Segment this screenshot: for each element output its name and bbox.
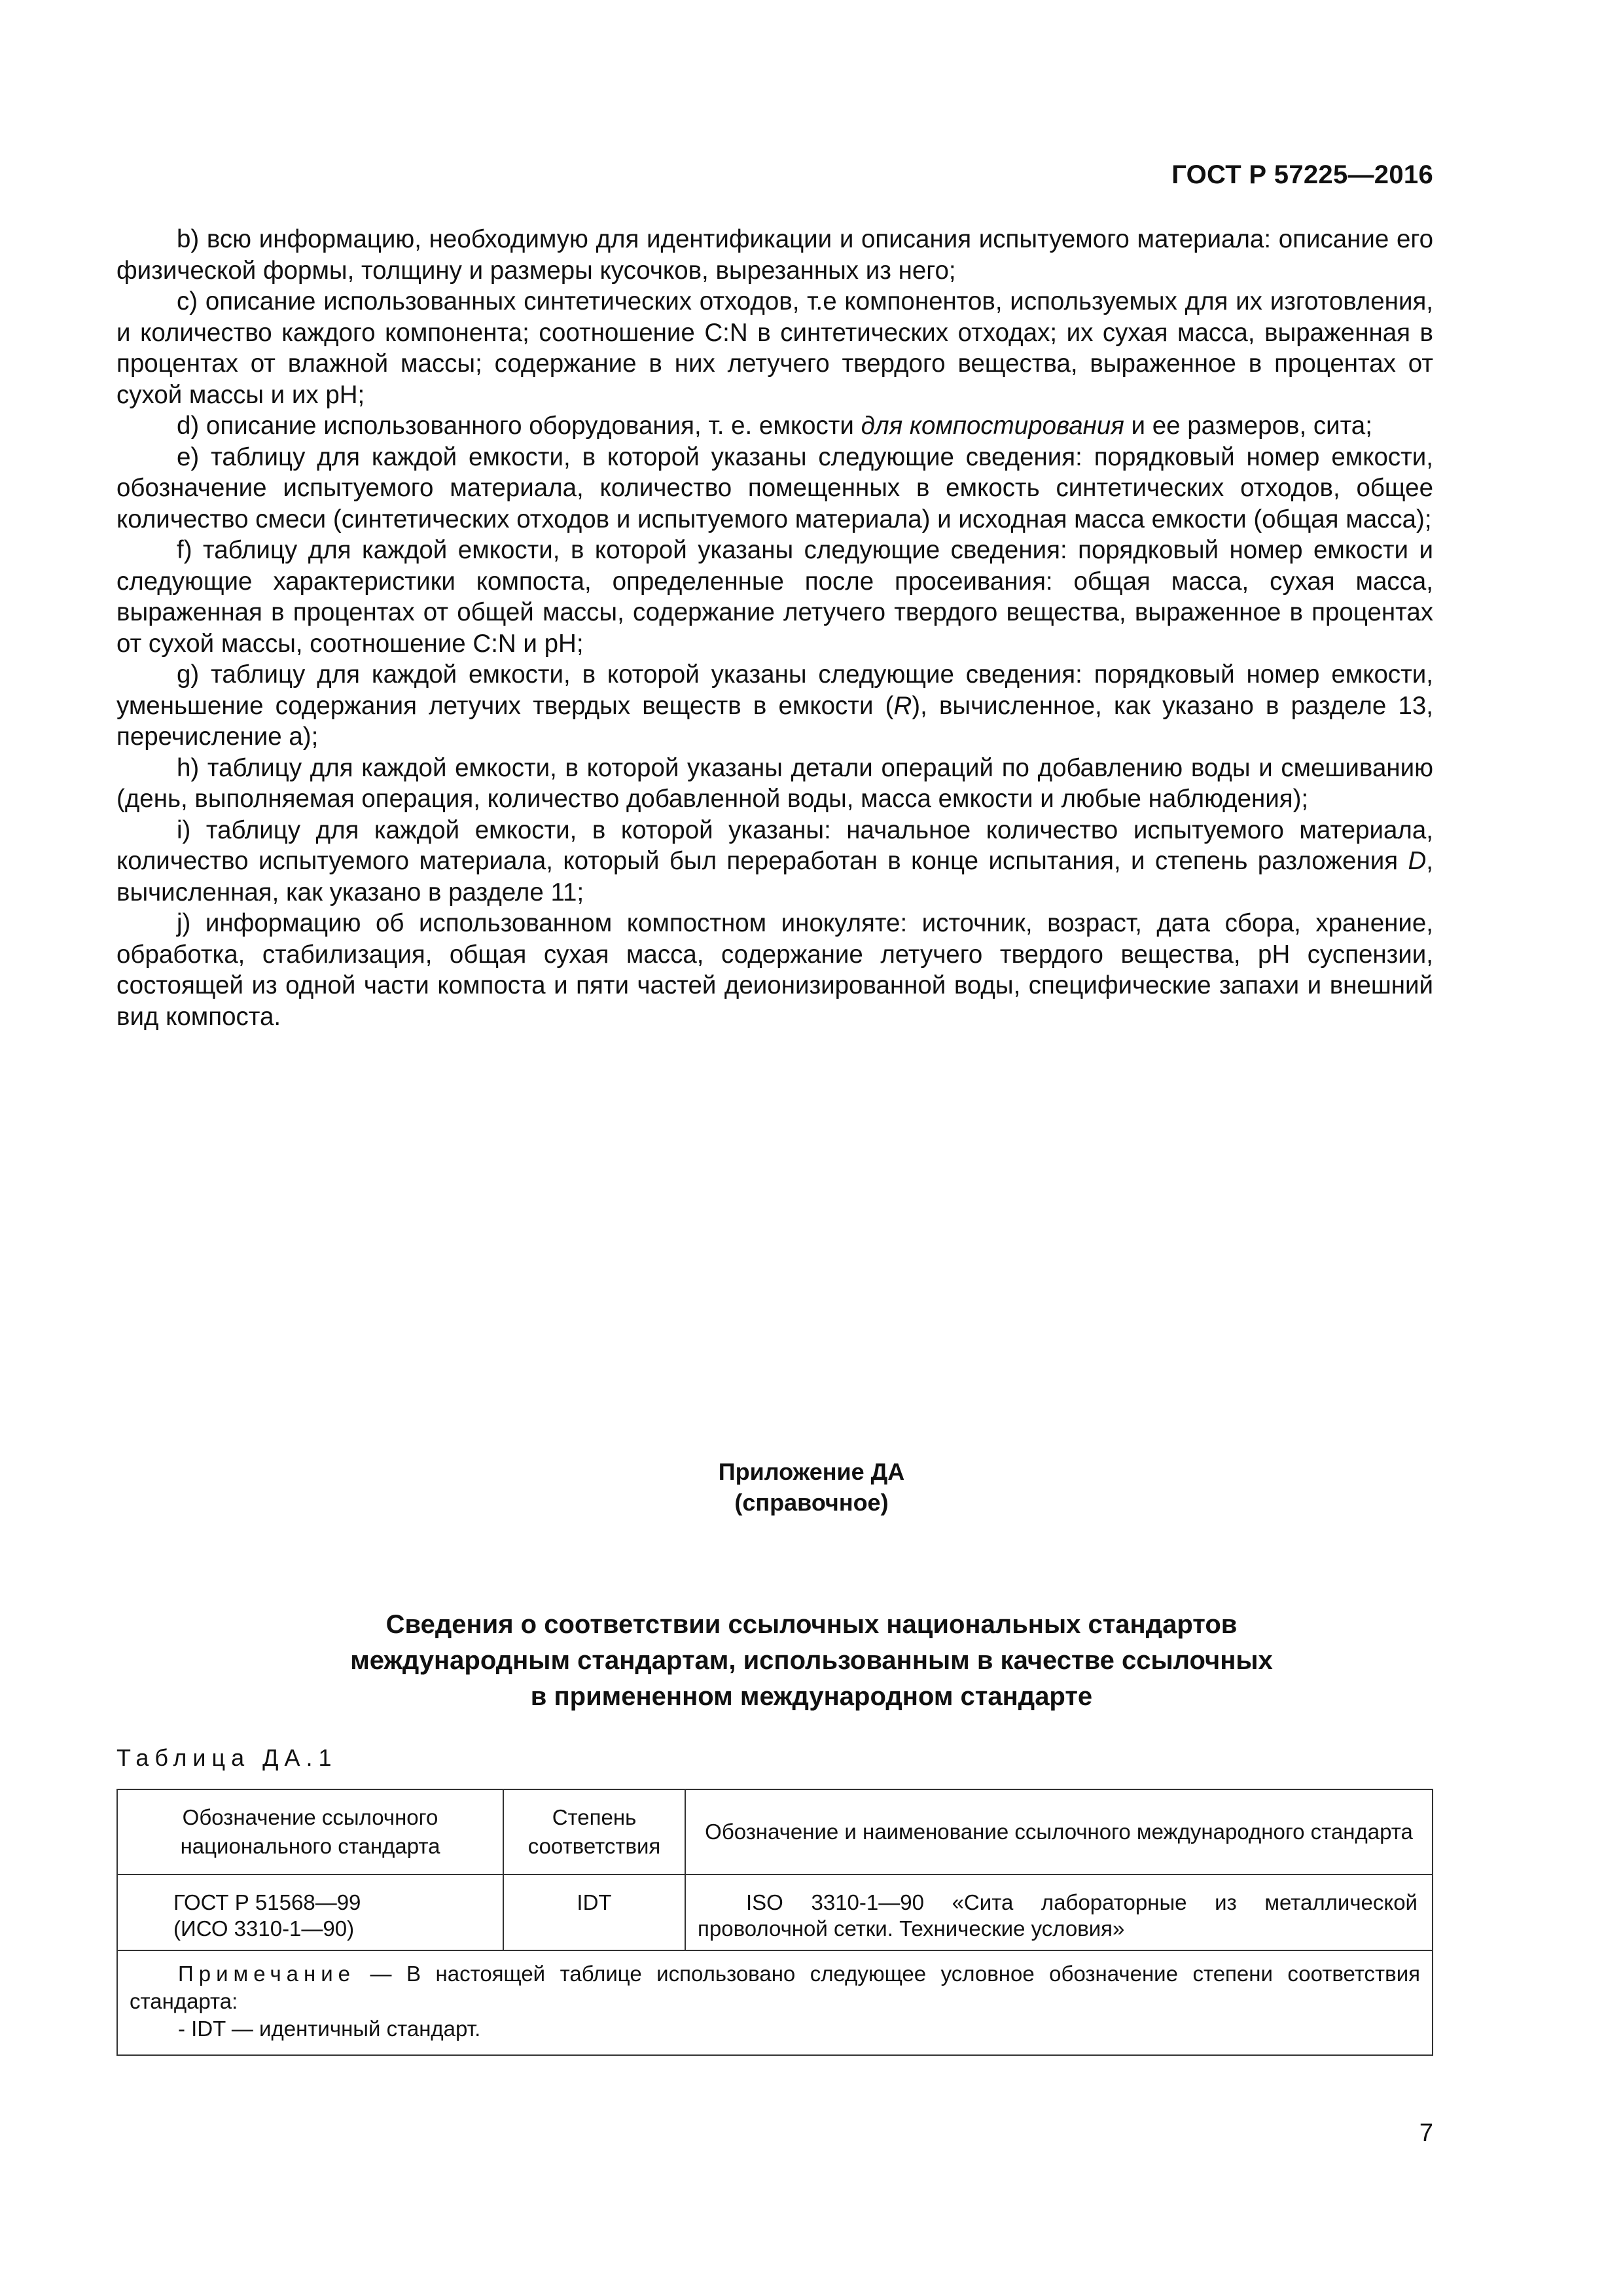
list-item: b) всю информацию, необходимую для идентификации и описания испытуемого материала: описание его физической формы, толщину и размеры кусочков, вырезанных из него; — [116, 225, 1433, 285]
table-note-row — [117, 1950, 1433, 2055]
header-degree: Степень соответствия — [503, 1789, 685, 1874]
header-international-standard: Обозначение и наименование ссылочного международного стандарта — [685, 1789, 1433, 1874]
annex-kind: (справочное) — [734, 1489, 889, 1516]
standards-table — [116, 1789, 1433, 2056]
document-code: ГОСТ Р 57225—2016 — [1171, 160, 1433, 189]
list-item: c) описание использованных синтетических отходов, т.е компонентов, используемых для их изготовления, и количество каждого компонента; соотношение C:N в синтетических отходах; их сухая масса, выраженная в процентах от влажной массы; содержание в них летучего твердого вещества, выраженное в процентах от сухой массы и их pH; — [116, 287, 1433, 409]
national-standard-cell: ГОСТ Р 51568—99 (ИСО 3310-1—90) — [117, 1874, 503, 1950]
list-item: e) таблицу для каждой емкости, в которой указаны следующие сведения: порядковый номер емкости, обозначение испытуемого материала, количество помещенных в емкость синтетических отходов, общее количество смеси (синтетических отходов и испытуемого материала) и исходная масса емкости (общая масса); — [116, 442, 1433, 533]
page-number: 7 — [1419, 2119, 1433, 2147]
report-contents-list — [116, 224, 1433, 1032]
list-item: g) таблицу для каждой емкости, в которой указаны следующие сведения: порядковый номер емкости, уменьшение содержания летучих твердых веществ в емкости (R), вычисленное, как указано в разделе 13, перечисление a); — [116, 660, 1433, 751]
list-item: f) таблицу для каждой емкости, в которой указаны следующие сведения: порядковый номер емкости и следующие характеристики компоста, определенные после просеивания: общая масса, сухая масса, выраженная в процентах от общей массы, содержание летучего твердого вещества, выраженное в процентах от сухой массы, соотношение C:N и pH; — [116, 536, 1433, 658]
note-label: Примечание — [178, 1962, 356, 1986]
table-note: Примечание — В настоящей таблице использовано следующее условное обозначение степени соответствия стандарта: - IDT — идентичный стандарт. — [117, 1950, 1433, 2055]
note-item: - IDT — идентичный стандарт. — [178, 2017, 481, 2041]
table-row — [117, 1874, 1433, 1950]
list-item: j) информацию об использованном компостном инокуляте: источник, возраст, дата сбора, хранение, обработка, стабилизация, общая сухая масса, содержание летучего твердого вещества, pH суспензии, состоящей из одной части компоста и пяти частей деионизированной воды, специфические запахи и внешний вид компоста. — [116, 909, 1433, 1031]
international-standard-cell: ISO 3310-1—90 «Сита лабораторные из металлической проволочной сетки. Технические условия» — [685, 1874, 1433, 1950]
list-item: h) таблицу для каждой емкости, в которой указаны детали операций по добавлению воды и смешиванию (день, выполняемая операция, количество добавленной воды, масса емкости и любые наблюдения); — [116, 753, 1433, 813]
table-label: Таблица ДА.1 — [116, 1744, 338, 1771]
annex-title: Сведения о соответствии ссылочных национальных стандартов международным стандартам, использованным в качестве ссылочных в примененном международном стандарте — [350, 1610, 1273, 1711]
table-header-row — [117, 1789, 1433, 1874]
degree-cell: IDT — [503, 1874, 685, 1950]
list-item: i) таблицу для каждой емкости, в которой указаны: начальное количество испытуемого материала, количество испытуемого материала, который был переработан в конце испытания, и степень разложения D, вычисленная, как указано в разделе 11; — [116, 816, 1433, 906]
header-national-standard: Обозначение ссылочного национального стандарта — [117, 1789, 503, 1874]
list-item: d) описание использованного оборудования, т. е. емкости для компостирования и ее размеров, сита; — [177, 412, 1372, 440]
annex-label: Приложение ДА — [718, 1458, 905, 1485]
annex-heading — [0, 1456, 1623, 1518]
